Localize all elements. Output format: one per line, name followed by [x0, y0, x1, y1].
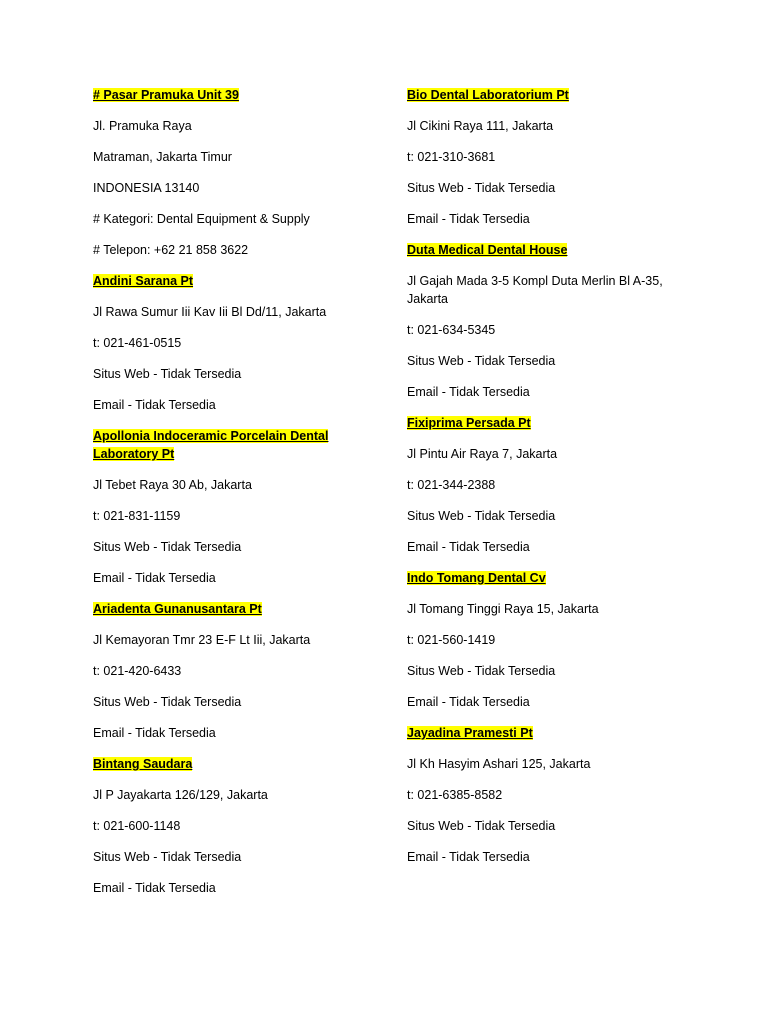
entry-website: Situs Web - Tidak Tersedia — [407, 819, 556, 833]
entry-phone: t: 021-560-1419 — [407, 633, 496, 647]
entry-name: Ariadenta Gunanusantara Pt — [93, 602, 262, 616]
listing-entry — [407, 414, 697, 556]
entry-phone: t: 021-461-0515 — [93, 336, 182, 350]
entry-phone: t: 021-310-3681 — [407, 150, 496, 164]
entry-name: Indo Tomang Dental Cv — [407, 571, 546, 585]
listing-entry — [407, 241, 697, 401]
entry-name: Andini Sarana Pt — [93, 274, 194, 288]
entry-name: Bintang Saudara — [93, 757, 193, 771]
listing-entry — [407, 724, 697, 866]
entry-phone: t: 021-344-2388 — [407, 478, 496, 492]
entry-email: Email - Tidak Tersedia — [407, 385, 530, 399]
entry-address: Jl Tebet Raya 30 Ab, Jakarta — [93, 478, 252, 492]
main-listing-category: # Kategori: Dental Equipment & Supply — [93, 212, 310, 226]
entry-website: Situs Web - Tidak Tersedia — [93, 850, 242, 864]
entry-website: Situs Web - Tidak Tersedia — [407, 354, 556, 368]
entry-address: Jl Rawa Sumur Iii Kav Iii Bl Dd/11, Jakarta — [93, 305, 327, 319]
entry-name: Duta Medical Dental House — [407, 243, 568, 257]
entry-address: Jl P Jayakarta 126/129, Jakarta — [93, 788, 268, 802]
listing-entry — [93, 427, 355, 587]
main-listing-address-line2: Matraman, Jakarta Timur — [93, 150, 232, 164]
entry-email: Email - Tidak Tersedia — [407, 850, 530, 864]
entry-website: Situs Web - Tidak Tersedia — [93, 540, 242, 554]
entry-address: Jl Pintu Air Raya 7, Jakarta — [407, 447, 558, 461]
listing-entry — [407, 86, 697, 228]
main-listing-country: INDONESIA 13140 — [93, 181, 200, 195]
entry-address: Jl Tomang Tinggi Raya 15, Jakarta — [407, 602, 599, 616]
main-listing-title: # Pasar Pramuka Unit 39 — [93, 88, 239, 102]
entry-phone: t: 021-634-5345 — [407, 323, 496, 337]
entry-email: Email - Tidak Tersedia — [93, 398, 216, 412]
listing-entry — [407, 569, 697, 711]
entry-address: Jl Kemayoran Tmr 23 E-F Lt Iii, Jakarta — [93, 633, 311, 647]
main-listing-phone: # Telepon: +62 21 858 3622 — [93, 243, 249, 257]
entry-email: Email - Tidak Tersedia — [407, 540, 530, 554]
entry-email: Email - Tidak Tersedia — [407, 695, 530, 709]
entry-website: Situs Web - Tidak Tersedia — [93, 367, 242, 381]
right-column — [407, 86, 697, 879]
entry-name: Jayadina Pramesti Pt — [407, 726, 533, 740]
entry-website: Situs Web - Tidak Tersedia — [407, 181, 556, 195]
main-listing-address-line1: Jl. Pramuka Raya — [93, 119, 192, 133]
entry-phone: t: 021-420-6433 — [93, 664, 182, 678]
listing-entry — [93, 272, 355, 414]
entry-email: Email - Tidak Tersedia — [407, 212, 530, 226]
left-column — [93, 86, 355, 910]
entry-address: Jl Cikini Raya 111, Jakarta — [407, 119, 554, 133]
entry-address: Jl Gajah Mada 3-5 Kompl Duta Merlin Bl A-35, Jakarta — [407, 274, 663, 306]
entry-email: Email - Tidak Tersedia — [93, 571, 216, 585]
entry-name: Fixiprima Persada Pt — [407, 416, 531, 430]
entry-email: Email - Tidak Tersedia — [93, 881, 216, 895]
entry-address: Jl Kh Hasyim Ashari 125, Jakarta — [407, 757, 591, 771]
entry-phone: t: 021-6385-8582 — [407, 788, 503, 802]
listing-entry — [93, 600, 355, 742]
listing-entry — [93, 755, 355, 897]
entry-phone: t: 021-831-1159 — [93, 509, 181, 523]
entry-name: Bio Dental Laboratorium Pt — [407, 88, 569, 102]
entry-phone: t: 021-600-1148 — [93, 819, 181, 833]
entry-website: Situs Web - Tidak Tersedia — [93, 695, 242, 709]
entry-name: Apollonia Indoceramic Porcelain Dental Laboratory Pt — [93, 429, 329, 461]
entry-email: Email - Tidak Tersedia — [93, 726, 216, 740]
entry-website: Situs Web - Tidak Tersedia — [407, 509, 556, 523]
entry-website: Situs Web - Tidak Tersedia — [407, 664, 556, 678]
